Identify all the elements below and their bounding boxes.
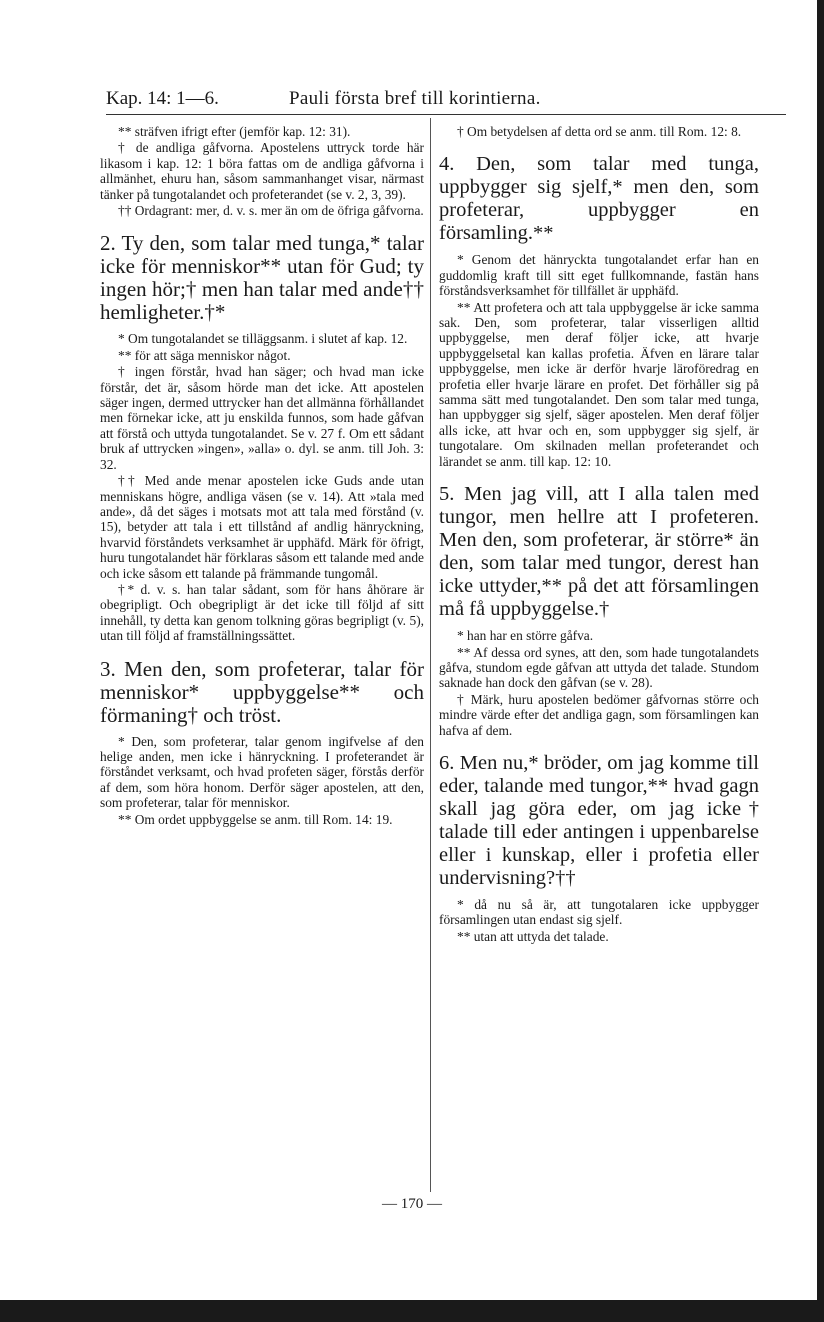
footnote-paragraph: † Om betydelsen af detta ord se anm. till Rom. 12: 8. [457,124,742,139]
footnote-paragraph: † de andliga gåfvorna. Apostelens uttryck torde här likasom i kap. 12: 1 böra fattas om de andliga gåfvorna i allmänhet, ehuru han, såsom sammanhanget visar, närmast tänker på tungotalandet och profeterandet (se v. 2, 3, 39). [100,140,424,202]
footnote-paragraph: * Den, som profeterar, talar genom ingifvelse af den helige anden, men icke i hänryckning. I profeterandet är förståndet verksamt, och hvad profeten säger, förstås derför af dem, som höra honom. Derför säger apostelen, att den, som profeterar, talar för menniskor. [100,733,424,811]
page-header [106,84,784,114]
verse-paragraph: 5. Men jag vill, att I alla talen med tungor, men hellre att I profeteren. Men den, som profeterar, är större* än den, som talar med tungor, derest han icke uttyder,** på det att församlingen må få uppbyggelse.† [439,483,759,621]
page-number: — 170 — [382,1196,442,1212]
verse-paragraph: 6. Men nu,* bröder, om jag komme till eder, talande med tungor,** hvad gagn skall jag göra eder, om jag icke† talade till eder antingen i uppenbarelse eller i kunskap, eller i profetia eller undervisning?†† [439,751,759,889]
footnote-paragraph: †* d. v. s. han talar sådant, som för hans åhörare är obegripligt. Och obegripligt är det icke till följd af sitt innehåll, ty detta kan genom tolkning göras begripligt (v. 5), utan till följd af framställningssättet. [100,581,424,644]
footnote-paragraph: † ingen förstår, hvad han säger; och hvad man icke förstår, det är, såsom hörde man det icke. Att apostelen säger ingen, dermed uttrycker han det allmänna förhållandet men förnekar icke, att ju enskilda funnos, som hade gåfvan att förstå och uttyda tungotalandet. Se v. 27 f. Om ett sådant bruk af uttrycken »ingen», »alla» o. dyl. se anm. till Joh. 3: 32. [100,364,424,472]
column-divider [430,118,431,1192]
left-column [100,118,424,1192]
footnote-paragraph: ** Att profetera och att tala uppbyggelse är icke samma sak. Den, som profeterar, talar visserligen alltid uppbyggelse, men deraf följer icke, att hvarje uppbyggelsetal kan kallas profetia. Äfven en lärare talar uppbyggelse, men icke är derför hvarje läroföredrag en profetia eller hvarje lärare en profet. Det förhåller sig på samma sätt med tungotalandet. Den som talar med tunga, han uppbygger sig sjelf, säger apostelen. Men deraf följer alls icke, att hvar och en, som uppbygger sig sjelf, är tungotalare. Om skilnaden mellan profeterandet och lärandet se anm. till kap. 12: 10. [439,299,759,469]
footnote-paragraph: ** Om ordet uppbyggelse se anm. till Rom. 14: 19. [118,811,393,827]
footnote-paragraph: ** Af dessa ord synes, att den, som hade tungotalandets gåfva, stundom egde gåfvan att uttyda det talade. Stundom saknade han dock den gåfvan (se v. 28). [439,644,759,691]
verse-paragraph: 4. Den, som talar med tunga, uppbygger sig sjelf,* men den, som profeterar, uppbygger en församling.** [439,153,759,245]
verse-paragraph: 2. Ty den, som talar med tunga,* talar icke för menniskor** utan för Gud; ty ingen hör;† men han talar med ande†† hemligheter.†* [100,231,424,325]
verse-paragraph: 3. Men den, som profeterar, talar för menniskor* uppbyggelse** och förmaning† och tröst. [100,656,424,727]
footnote-paragraph: ** sträfven ifrigt efter (jemför kap. 12: 31). [118,124,351,139]
footnote-paragraph: * då nu så är, att tungotalaren icke uppbygger församlingen utan endast sig sjelf. [439,896,759,928]
footnote-paragraph: †† Ordagrant: mer, d. v. s. mer än om de öfriga gåfvorna. [118,203,424,219]
running-title: Pauli första bref till korintierna. [289,88,541,109]
right-column [439,118,759,1192]
scan-edge-bottom [0,1300,824,1322]
footnote-paragraph: ** för att säga menniskor något. [118,347,291,363]
footnote-paragraph: * Genom det hänryckta tungotalandet erfar han en guddomlig kraft till sitt eget fullkomnande, fastän hans förståndsverksamhet för tillfället är upphäfd. [439,252,759,299]
footnote-paragraph: †† Med ande menar apostelen icke Guds ande utan menniskans högre, andliga väsen (se v. 14). Att »tala med ande», då det säges i motsats mot att tala med förstånd (v. 15), betyder att tala i ett tillstånd af andlig hänryckning, hvarvid förståndets verksamhet är upphäfd. Märk för öfrigt, huru tungotalandet här förklaras såsom ett talande med ande och icke såsom ett talande på främmande tungomål. [100,473,424,581]
footnote-paragraph: * Om tungotalandet se tilläggsanm. i slutet af kap. 12. [118,331,408,347]
footnote-paragraph: * han har en större gåfva. [457,628,594,644]
chapter-reference: Kap. 14: 1—6. [106,88,219,109]
header-rule [106,114,786,115]
footnote-paragraph: ** utan att uttyda det talade. [457,928,609,944]
footnote-paragraph: † Märk, huru apostelen bedömer gåfvornas större och mindre värde efter det andliga gagn, som församlingen kan hafva af dem. [439,691,759,738]
scan-edge-right [817,0,824,1300]
